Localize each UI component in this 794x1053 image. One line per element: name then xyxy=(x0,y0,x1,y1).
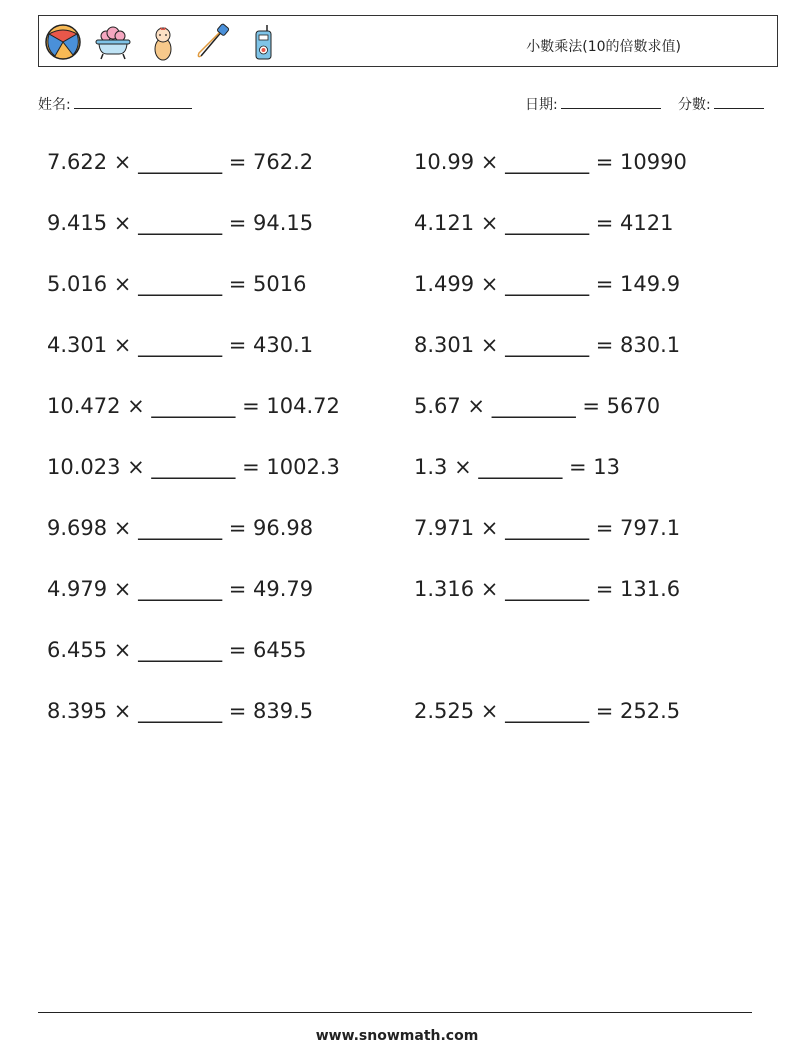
header-icons xyxy=(43,22,283,62)
worksheet-header xyxy=(38,15,778,67)
baby-monitor-icon xyxy=(243,22,283,62)
problem-item: 9.698 × ________ = 96.98 xyxy=(47,516,314,540)
date-blank xyxy=(561,94,661,109)
score-blank xyxy=(714,94,764,109)
problem-item: 1.316 × ________ = 131.6 xyxy=(414,577,681,601)
date-field xyxy=(525,94,661,114)
problem-item: 7.622 × ________ = 762.2 xyxy=(47,150,314,174)
problem-item: 5.67 × ________ = 5670 xyxy=(414,394,661,418)
footer-divider xyxy=(38,1012,752,1013)
problem-item: 1.499 × ________ = 149.9 xyxy=(414,272,681,296)
safety-pin-icon xyxy=(193,22,233,62)
problem-item: 6.455 × ________ = 6455 xyxy=(47,638,307,662)
score-field xyxy=(678,94,764,114)
problem-item: 8.395 × ________ = 839.5 xyxy=(47,699,314,723)
problem-item: 1.3 × ________ = 13 xyxy=(414,455,621,479)
problem-item: 5.016 × ________ = 5016 xyxy=(47,272,307,296)
problem-item: 4.301 × ________ = 430.1 xyxy=(47,333,314,357)
problem-item: 2.525 × ________ = 252.5 xyxy=(414,699,681,723)
bathtub-icon xyxy=(93,22,133,62)
problem-item: 4.121 × ________ = 4121 xyxy=(414,211,674,235)
ball-icon xyxy=(43,22,83,62)
footer-site: www.snowmath.com xyxy=(315,1028,479,1044)
problem-item: 4.979 × ________ = 49.79 xyxy=(47,577,314,601)
date-label: 日期: xyxy=(525,97,558,113)
name-blank xyxy=(74,94,192,109)
name-label: 姓名: xyxy=(38,97,71,113)
problem-item: 10.99 × ________ = 10990 xyxy=(414,150,687,174)
worksheet-title: 小數乘法(10的倍數求值) xyxy=(526,39,681,55)
problem-item: 10.023 × ________ = 1002.3 xyxy=(47,455,340,479)
score-label: 分數: xyxy=(678,97,711,113)
baby-icon xyxy=(143,22,183,62)
problem-item: 10.472 × ________ = 104.72 xyxy=(47,394,340,418)
problem-item: 7.971 × ________ = 797.1 xyxy=(414,516,681,540)
name-field xyxy=(38,94,192,114)
problem-item: 8.301 × ________ = 830.1 xyxy=(414,333,681,357)
problem-item: 9.415 × ________ = 94.15 xyxy=(47,211,314,235)
